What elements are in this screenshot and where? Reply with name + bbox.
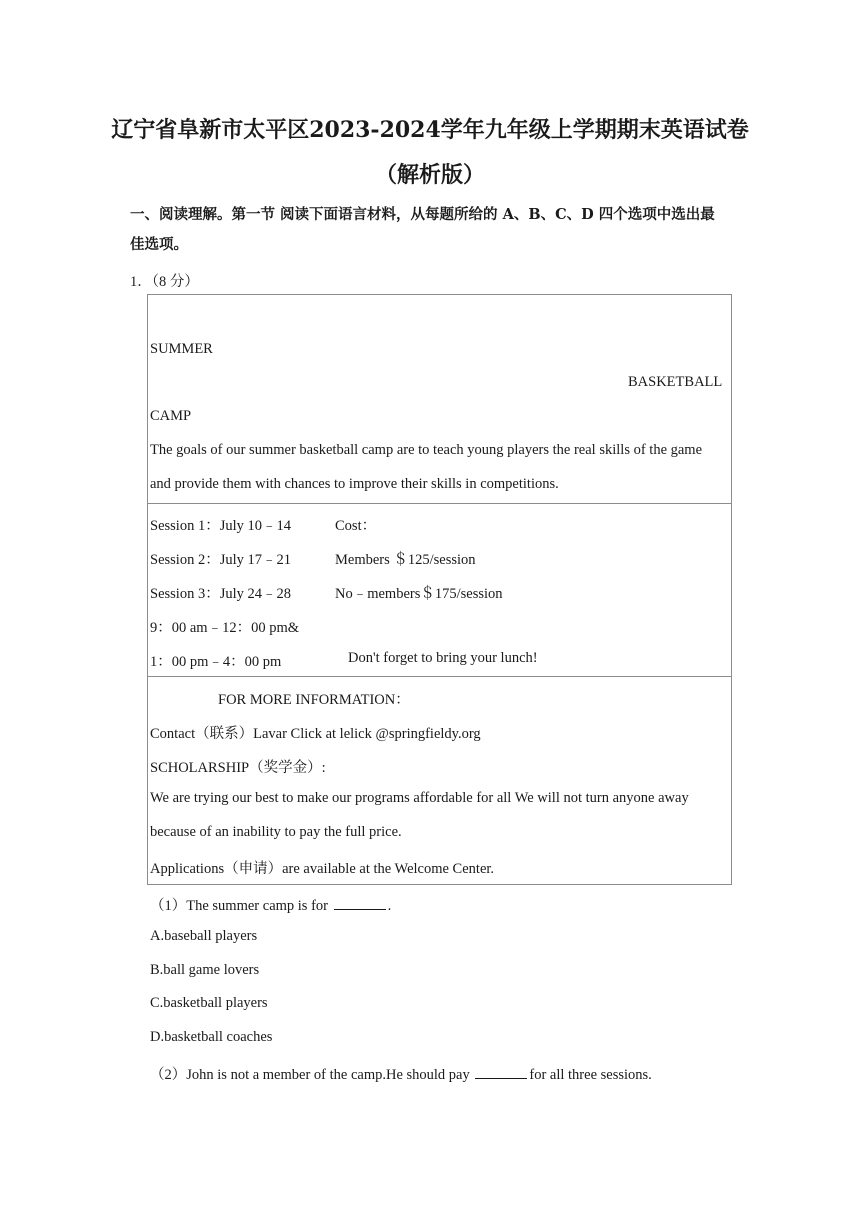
applications-line: Applications（申请）are available at the Welcome Center. <box>150 861 495 877</box>
option-a: A.baseball players <box>150 928 258 944</box>
question-number: 1．（8 分） <box>130 274 199 290</box>
option-b: B.ball game lovers <box>150 962 260 978</box>
section-instruction: 一、阅读理解。第一节 阅读下面语言材料，从每题所给的 A、B、C、D 四个选项中选出最 <box>130 206 715 223</box>
option-c: C.basketball players <box>150 995 268 1011</box>
session-2: Session 2：July 17﹣21 <box>150 552 291 568</box>
answer-blank <box>475 1066 527 1079</box>
question-2 <box>150 1063 652 1084</box>
time-morning: 9：00 am﹣12：00 pm& <box>150 620 300 636</box>
contact-line: Contact（联系）Lavar Click at lelick @springfieldy.org <box>150 726 481 742</box>
scholarship-heading: SCHOLARSHIP（奖学金）: <box>150 760 326 776</box>
ad-heading-camp: CAMP <box>150 408 192 424</box>
question-2-text: （2）John is not a member of the camp.He should pay <box>150 1067 474 1083</box>
more-info-heading: FOR MORE INFORMATION： <box>218 692 410 708</box>
question-2-end: for all three sessions. <box>529 1067 652 1083</box>
scholarship-text-2: because of an inability to pay the full price. <box>150 824 402 840</box>
option-d: D.basketball coaches <box>150 1029 273 1045</box>
ad-heading-basketball: BASKETBALL <box>628 374 723 390</box>
scholarship-text-1: We are trying our best to make our programs affordable for all We will not turn anyone away <box>150 790 689 806</box>
answer-blank <box>334 897 386 910</box>
cost-label: Cost： <box>335 518 377 534</box>
lunch-reminder: Don't forget to bring your lunch! <box>348 650 538 666</box>
ad-goal-line1: The goals of our summer basketball camp are to teach young players the real skills of the game <box>150 442 703 458</box>
time-afternoon: 1：00 pm﹣4：00 pm <box>150 654 282 670</box>
question-1-text: （1）The summer camp is for <box>150 898 332 914</box>
session-3: Session 3：July 24﹣28 <box>150 586 291 602</box>
document-subtitle: （解析版） <box>374 162 485 188</box>
document-title: 辽宁省阜新市太平区2023-2024学年九年级上学期期末英语试卷 <box>111 117 749 143</box>
question-1 <box>150 894 391 915</box>
cost-nonmembers: No﹣members＄175/session <box>335 586 503 602</box>
cost-members: Members ＄125/session <box>335 552 476 568</box>
session-1: Session 1：July 10﹣14 <box>150 518 291 534</box>
ad-heading-summer: SUMMER <box>150 341 213 357</box>
ad-goal-line2: and provide them with chances to improve their skills in competitions. <box>150 476 559 492</box>
section-instruction-cont: 佳选项。 <box>130 236 188 253</box>
ad-header-box <box>147 294 732 504</box>
question-1-end: . <box>387 898 392 914</box>
